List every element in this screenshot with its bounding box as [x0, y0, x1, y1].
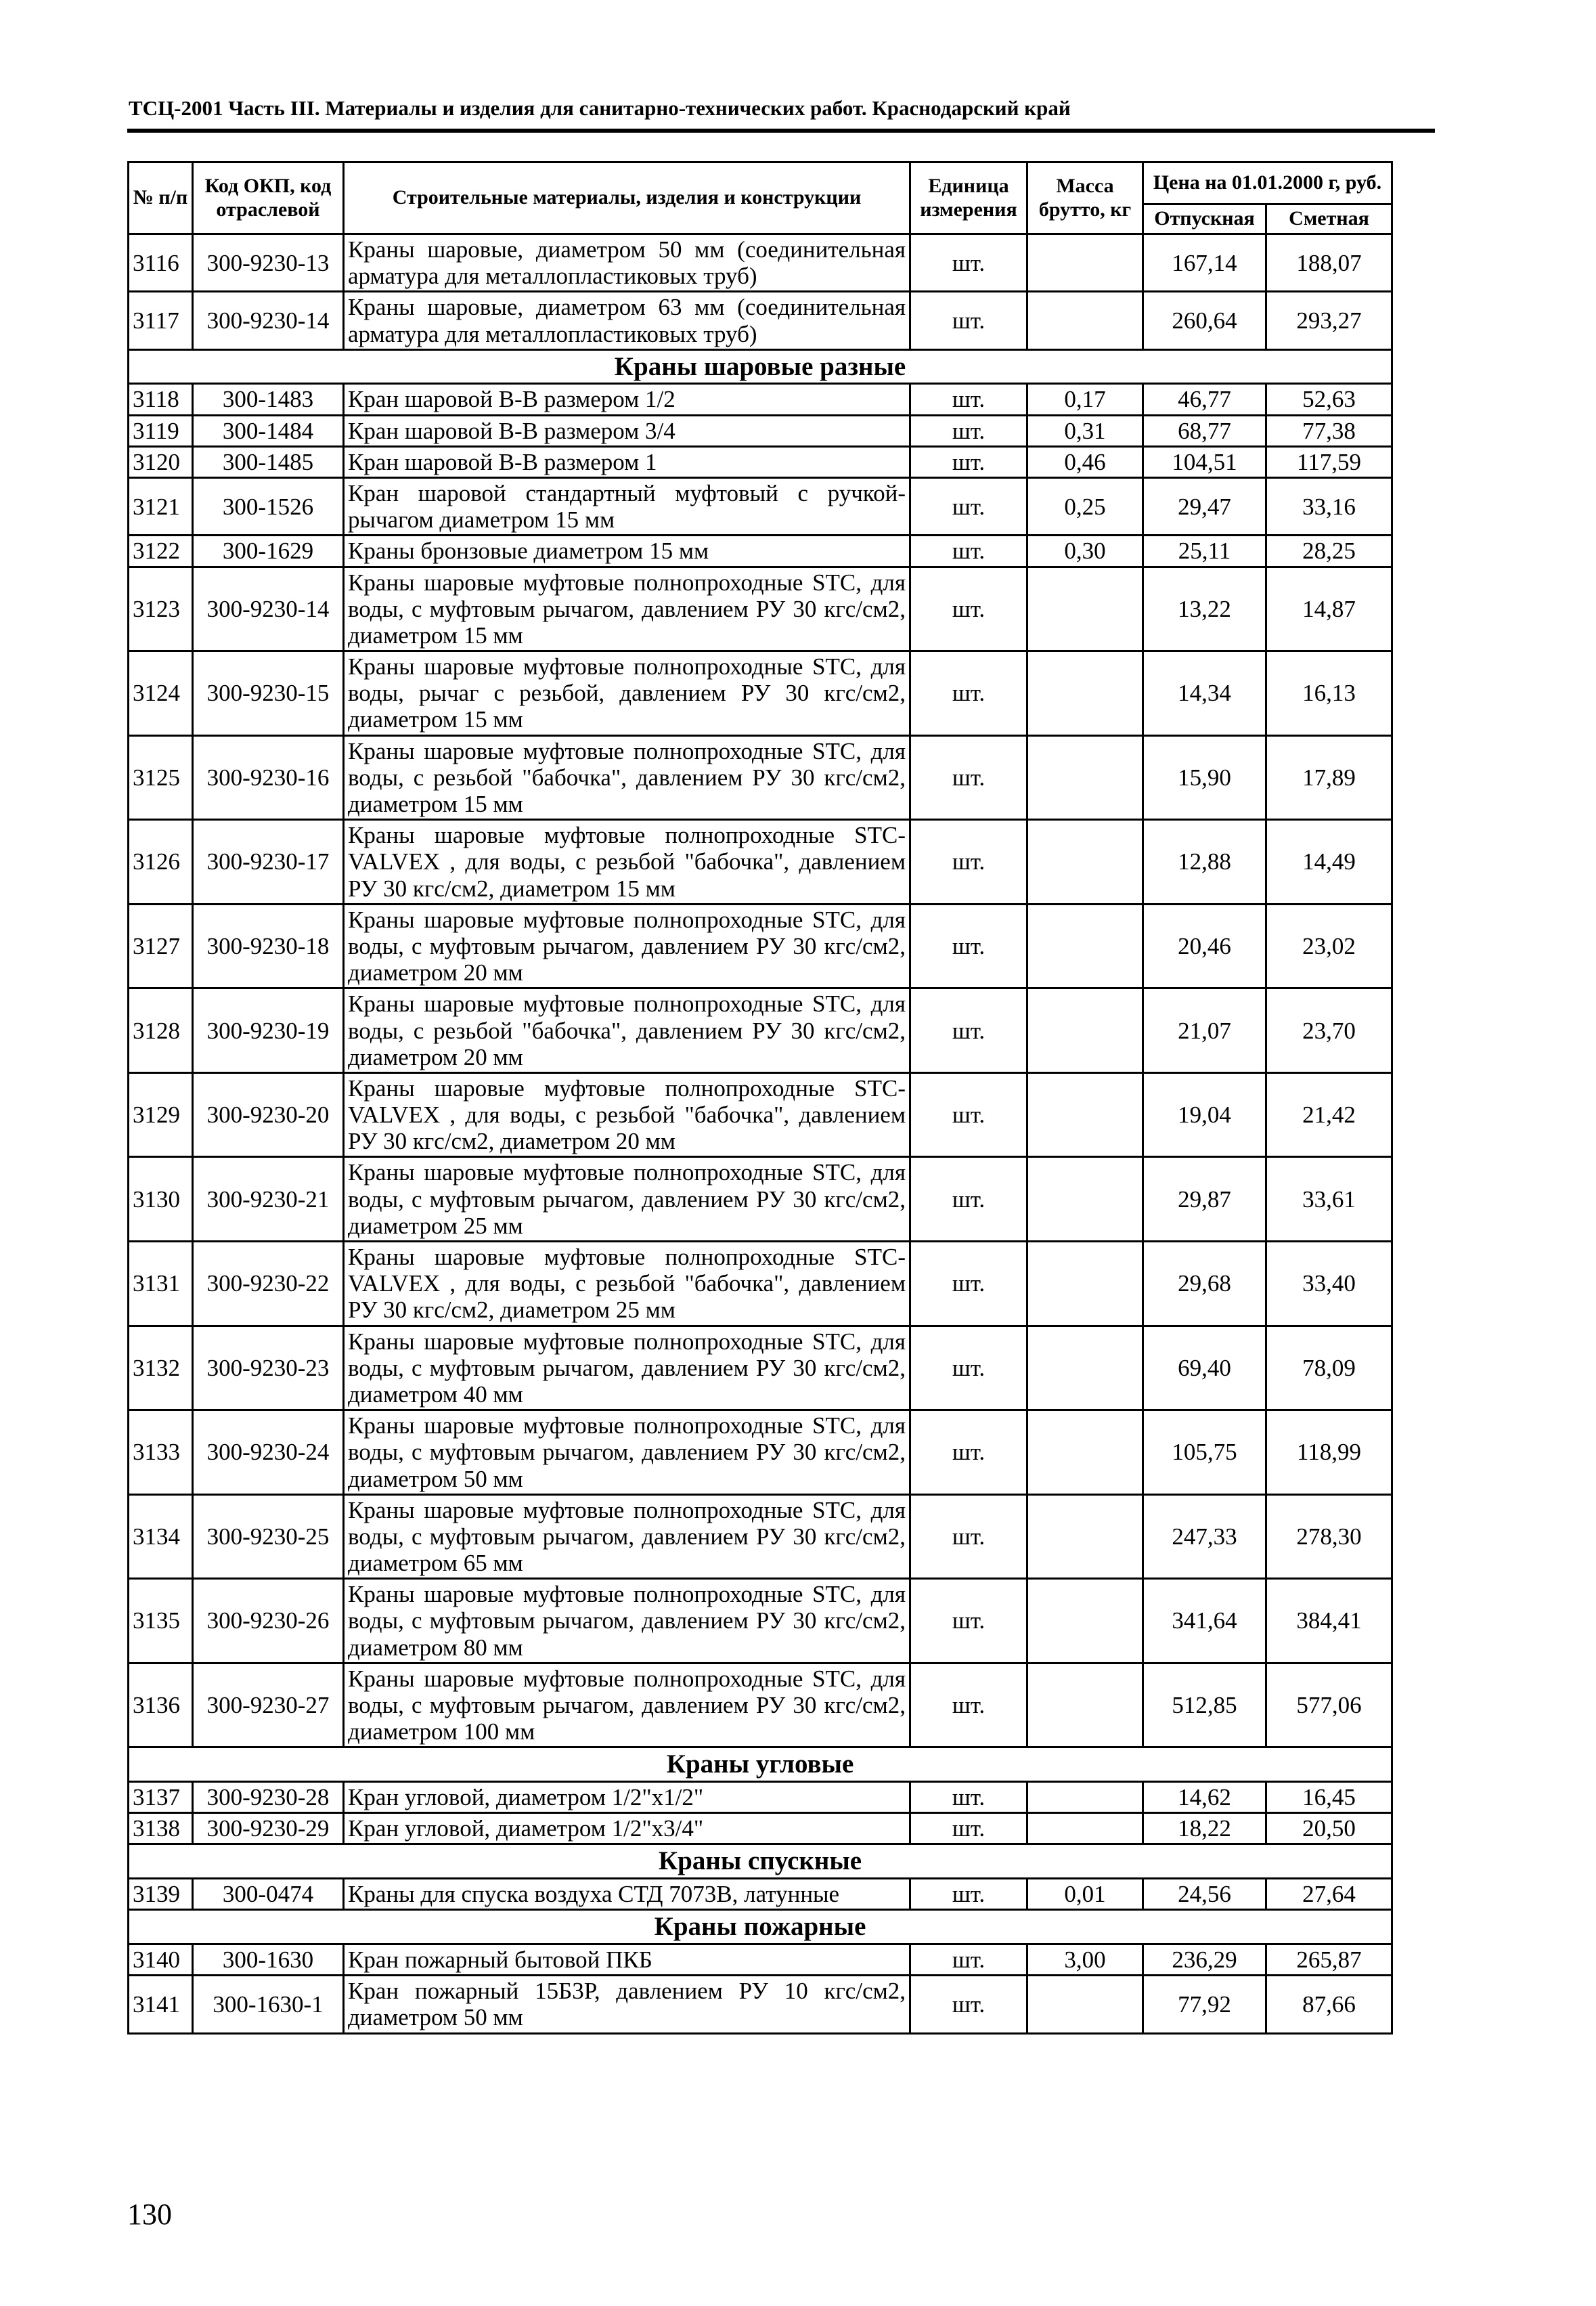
- cell-num: 3134: [129, 1494, 193, 1579]
- section-title: Краны угловые: [129, 1747, 1392, 1782]
- cell-description: Кран шаровой В-В размером 1: [344, 446, 910, 477]
- cell-num: 3120: [129, 446, 193, 477]
- cell-code: 300-1630: [193, 1944, 344, 1976]
- section-row: [129, 1747, 1392, 1782]
- cell-release-price: 29,47: [1143, 477, 1266, 535]
- cell-description: Кран угловой, диаметром 1/2"x1/2": [344, 1782, 910, 1813]
- cell-unit: шт.: [910, 415, 1027, 446]
- col-header-release: Отпускная: [1143, 204, 1266, 234]
- cell-code: 300-9230-13: [193, 234, 344, 292]
- cell-description: Кран шаровой В-В размером 3/4: [344, 415, 910, 446]
- cell-release-price: 167,14: [1143, 234, 1266, 292]
- cell-description: Краны шаровые муфтовые полнопроходные STC, для воды, с муфтовым рычагом, давлением РУ 30 кгс/см2, диаметром 80 мм: [344, 1579, 910, 1663]
- table-row: [129, 1879, 1392, 1910]
- cell-unit: шт.: [910, 292, 1027, 349]
- cell-code: 300-1526: [193, 477, 344, 535]
- cell-description: Краны шаровые муфтовые полнопроходные STC, для воды, с муфтовым рычагом, давлением РУ 30 кгс/см2, диаметром 20 мм: [344, 904, 910, 988]
- cell-description: Краны шаровые муфтовые полнопроходные STC-VALVEX , для воды, с резьбой "бабочка", давлением РУ 30 кгс/см2, диаметром 15 мм: [344, 820, 910, 905]
- table-row: [129, 1157, 1392, 1242]
- cell-release-price: 69,40: [1143, 1326, 1266, 1410]
- cell-mass: 0,31: [1027, 415, 1143, 446]
- running-header: ТСЦ-2001 Часть III. Материалы и изделия для санитарно-технических работ. Краснодарский край: [129, 96, 1071, 120]
- cell-num: 3130: [129, 1157, 193, 1242]
- table-row: [129, 988, 1392, 1073]
- cell-code: 300-9230-20: [193, 1072, 344, 1157]
- table-row: [129, 567, 1392, 651]
- cell-code: 300-9230-19: [193, 988, 344, 1073]
- cell-mass: 0,17: [1027, 384, 1143, 415]
- cell-description: Краны шаровые муфтовые полнопроходные STC-VALVEX , для воды, с резьбой "бабочка", давлением РУ 30 кгс/см2, диаметром 25 мм: [344, 1242, 910, 1326]
- cell-release-price: 105,75: [1143, 1410, 1266, 1495]
- cell-description: Краны бронзовые диаметром 15 мм: [344, 536, 910, 567]
- cell-num: 3118: [129, 384, 193, 415]
- cell-mass: 0,25: [1027, 477, 1143, 535]
- cell-release-price: 104,51: [1143, 446, 1266, 477]
- cell-num: 3138: [129, 1813, 193, 1844]
- cell-unit: шт.: [910, 446, 1027, 477]
- cell-num: 3128: [129, 988, 193, 1073]
- table-row: [129, 415, 1392, 446]
- cell-code: 300-9230-23: [193, 1326, 344, 1410]
- cell-num: 3140: [129, 1944, 193, 1976]
- cell-num: 3139: [129, 1879, 193, 1910]
- cell-num: 3116: [129, 234, 193, 292]
- cell-code: 300-9230-14: [193, 567, 344, 651]
- cell-description: Кран пожарный 15Б3Р, давлением РУ 10 кгс/см2, диаметром 50 мм: [344, 1976, 910, 2033]
- cell-release-price: 46,77: [1143, 384, 1266, 415]
- table-row: [129, 1976, 1392, 2033]
- cell-code: 300-1485: [193, 446, 344, 477]
- cell-num: 3133: [129, 1410, 193, 1495]
- cell-num: 3135: [129, 1579, 193, 1663]
- cell-unit: шт.: [910, 1782, 1027, 1813]
- cell-num: 3129: [129, 1072, 193, 1157]
- cell-unit: шт.: [910, 384, 1027, 415]
- cell-estimate-price: 278,30: [1266, 1494, 1392, 1579]
- cell-code: 300-9230-26: [193, 1579, 344, 1663]
- cell-code: 300-9230-29: [193, 1813, 344, 1844]
- cell-estimate-price: 33,40: [1266, 1242, 1392, 1326]
- cell-mass: [1027, 1663, 1143, 1747]
- table-row: [129, 1494, 1392, 1579]
- cell-unit: шт.: [910, 1976, 1027, 2033]
- table-row: [129, 1072, 1392, 1157]
- cell-description: Краны шаровые муфтовые полнопроходные STC, для воды, с резьбой "бабочка", давлением РУ 30 кгс/см2, диаметром 15 мм: [344, 735, 910, 820]
- cell-release-price: 341,64: [1143, 1579, 1266, 1663]
- col-header-estimate: Сметная: [1266, 204, 1392, 234]
- cell-unit: шт.: [910, 988, 1027, 1073]
- table-row: [129, 446, 1392, 477]
- cell-unit: шт.: [910, 904, 1027, 988]
- section-title: Краны пожарные: [129, 1910, 1392, 1944]
- cell-num: 3126: [129, 820, 193, 905]
- cell-release-price: 260,64: [1143, 292, 1266, 349]
- cell-estimate-price: 265,87: [1266, 1944, 1392, 1976]
- cell-num: 3131: [129, 1242, 193, 1326]
- header-rule: [127, 129, 1435, 133]
- cell-unit: шт.: [910, 1663, 1027, 1747]
- col-header-unit: Единица измерения: [910, 162, 1027, 234]
- table-row: [129, 1663, 1392, 1747]
- cell-unit: шт.: [910, 1579, 1027, 1663]
- cell-description: Краны шаровые муфтовые полнопроходные STC, для воды, с муфтовым рычагом, давлением РУ 30 кгс/см2, диаметром 100 мм: [344, 1663, 910, 1747]
- cell-estimate-price: 188,07: [1266, 234, 1392, 292]
- cell-description: Краны шаровые муфтовые полнопроходные STC-VALVEX , для воды, с резьбой "бабочка", давлением РУ 30 кгс/см2, диаметром 20 мм: [344, 1072, 910, 1157]
- table-row: [129, 820, 1392, 905]
- cell-num: 3119: [129, 415, 193, 446]
- table-row: [129, 1813, 1392, 1844]
- cell-estimate-price: 77,38: [1266, 415, 1392, 446]
- cell-num: 3117: [129, 292, 193, 349]
- cell-release-price: 77,92: [1143, 1976, 1266, 2033]
- cell-mass: 3,00: [1027, 1944, 1143, 1976]
- cell-release-price: 14,34: [1143, 651, 1266, 736]
- cell-description: Краны шаровые муфтовые полнопроходные STC, для воды, рычаг с резьбой, давлением РУ 30 кгс/см2, диаметром 15 мм: [344, 651, 910, 736]
- cell-estimate-price: 117,59: [1266, 446, 1392, 477]
- cell-estimate-price: 16,45: [1266, 1782, 1392, 1813]
- cell-release-price: 14,62: [1143, 1782, 1266, 1813]
- table-row: [129, 477, 1392, 535]
- cell-mass: [1027, 1494, 1143, 1579]
- cell-unit: шт.: [910, 1879, 1027, 1910]
- cell-unit: шт.: [910, 820, 1027, 905]
- cell-description: Краны шаровые муфтовые полнопроходные STC, для воды, с резьбой "бабочка", давлением РУ 30 кгс/см2, диаметром 20 мм: [344, 988, 910, 1073]
- cell-description: Краны шаровые муфтовые полнопроходные STC, для воды, с муфтовым рычагом, давлением РУ 30 кгс/см2, диаметром 50 мм: [344, 1410, 910, 1495]
- cell-code: 300-9230-15: [193, 651, 344, 736]
- cell-num: 3141: [129, 1976, 193, 2033]
- cell-release-price: 247,33: [1143, 1494, 1266, 1579]
- cell-unit: шт.: [910, 1157, 1027, 1242]
- cell-mass: 0,46: [1027, 446, 1143, 477]
- cell-num: 3132: [129, 1326, 193, 1410]
- cell-estimate-price: 20,50: [1266, 1813, 1392, 1844]
- cell-description: Краны шаровые муфтовые полнопроходные STC, для воды, с муфтовым рычагом, давлением РУ 30 кгс/см2, диаметром 15 мм: [344, 567, 910, 651]
- cell-description: Кран шаровой В-В размером 1/2: [344, 384, 910, 415]
- cell-estimate-price: 33,16: [1266, 477, 1392, 535]
- cell-description: Краны шаровые, диаметром 50 мм (соединительная арматура для металлопластиковых труб): [344, 234, 910, 292]
- cell-mass: [1027, 1813, 1143, 1844]
- cell-code: 300-9230-16: [193, 735, 344, 820]
- cell-unit: шт.: [910, 477, 1027, 535]
- table-row: [129, 292, 1392, 349]
- col-header-num: № п/п: [129, 162, 193, 234]
- table-row: [129, 1782, 1392, 1813]
- cell-estimate-price: 23,02: [1266, 904, 1392, 988]
- cell-code: 300-1484: [193, 415, 344, 446]
- cell-estimate-price: 16,13: [1266, 651, 1392, 736]
- cell-mass: [1027, 1157, 1143, 1242]
- cell-code: 300-9230-22: [193, 1242, 344, 1326]
- cell-estimate-price: 118,99: [1266, 1410, 1392, 1495]
- cell-estimate-price: 87,66: [1266, 1976, 1392, 2033]
- cell-estimate-price: 293,27: [1266, 292, 1392, 349]
- cell-release-price: 21,07: [1143, 988, 1266, 1073]
- cell-mass: [1027, 988, 1143, 1073]
- cell-description: Краны шаровые муфтовые полнопроходные STC, для воды, с муфтовым рычагом, давлением РУ 30 кгс/см2, диаметром 40 мм: [344, 1326, 910, 1410]
- table-row: [129, 904, 1392, 988]
- cell-mass: [1027, 735, 1143, 820]
- cell-num: 3136: [129, 1663, 193, 1747]
- col-header-mass: Масса брутто, кг: [1027, 162, 1143, 234]
- cell-code: 300-9230-18: [193, 904, 344, 988]
- cell-code: 300-9230-24: [193, 1410, 344, 1495]
- cell-release-price: 512,85: [1143, 1663, 1266, 1747]
- table-body: [129, 234, 1392, 2034]
- section-row: [129, 349, 1392, 384]
- cell-release-price: 236,29: [1143, 1944, 1266, 1976]
- cell-mass: [1027, 904, 1143, 988]
- cell-estimate-price: 33,61: [1266, 1157, 1392, 1242]
- cell-estimate-price: 577,06: [1266, 1663, 1392, 1747]
- table-row: [129, 735, 1392, 820]
- cell-unit: шт.: [910, 1326, 1027, 1410]
- cell-unit: шт.: [910, 735, 1027, 820]
- cell-unit: шт.: [910, 567, 1027, 651]
- cell-mass: [1027, 1976, 1143, 2033]
- col-header-code: Код ОКП, код отраслевой: [193, 162, 344, 234]
- cell-description: Кран шаровой стандартный муфтовый с ручкой-рычагом диаметром 15 мм: [344, 477, 910, 535]
- cell-unit: шт.: [910, 536, 1027, 567]
- cell-release-price: 29,68: [1143, 1242, 1266, 1326]
- cell-unit: шт.: [910, 1410, 1027, 1495]
- cell-mass: 0,01: [1027, 1879, 1143, 1910]
- cell-code: 300-9230-28: [193, 1782, 344, 1813]
- cell-estimate-price: 17,89: [1266, 735, 1392, 820]
- cell-estimate-price: 384,41: [1266, 1579, 1392, 1663]
- cell-description: Кран пожарный бытовой ПКБ: [344, 1944, 910, 1976]
- cell-num: 3127: [129, 904, 193, 988]
- table-row: [129, 1579, 1392, 1663]
- cell-mass: [1027, 1782, 1143, 1813]
- cell-num: 3124: [129, 651, 193, 736]
- cell-code: 300-1483: [193, 384, 344, 415]
- section-title: Краны спускные: [129, 1844, 1392, 1879]
- table-row: [129, 536, 1392, 567]
- page-number: 130: [127, 2198, 172, 2231]
- cell-release-price: 25,11: [1143, 536, 1266, 567]
- cell-mass: [1027, 234, 1143, 292]
- cell-code: 300-1629: [193, 536, 344, 567]
- cell-mass: [1027, 1410, 1143, 1495]
- cell-description: Краны для спуска воздуха СТД 7073В, латунные: [344, 1879, 910, 1910]
- cell-release-price: 29,87: [1143, 1157, 1266, 1242]
- cell-release-price: 19,04: [1143, 1072, 1266, 1157]
- cell-estimate-price: 21,42: [1266, 1072, 1392, 1157]
- cell-mass: [1027, 567, 1143, 651]
- cell-release-price: 18,22: [1143, 1813, 1266, 1844]
- cell-num: 3123: [129, 567, 193, 651]
- cell-release-price: 15,90: [1143, 735, 1266, 820]
- cell-release-price: 20,46: [1143, 904, 1266, 988]
- cell-estimate-price: 78,09: [1266, 1326, 1392, 1410]
- cell-num: 3137: [129, 1782, 193, 1813]
- cell-estimate-price: 14,49: [1266, 820, 1392, 905]
- cell-estimate-price: 23,70: [1266, 988, 1392, 1073]
- cell-num: 3122: [129, 536, 193, 567]
- table-row: [129, 1410, 1392, 1495]
- cell-mass: [1027, 292, 1143, 349]
- cell-unit: шт.: [910, 234, 1027, 292]
- price-table: [127, 161, 1393, 2035]
- col-header-desc: Строительные материалы, изделия и конструкции: [344, 162, 910, 234]
- cell-code: 300-9230-27: [193, 1663, 344, 1747]
- table-row: [129, 384, 1392, 415]
- table-row: [129, 651, 1392, 736]
- cell-code: 300-9230-14: [193, 292, 344, 349]
- cell-unit: шт.: [910, 1494, 1027, 1579]
- cell-mass: [1027, 651, 1143, 736]
- cell-release-price: 24,56: [1143, 1879, 1266, 1910]
- cell-num: 3121: [129, 477, 193, 535]
- cell-code: 300-1630-1: [193, 1976, 344, 2033]
- cell-unit: шт.: [910, 1813, 1027, 1844]
- cell-release-price: 68,77: [1143, 415, 1266, 446]
- cell-mass: [1027, 1242, 1143, 1326]
- cell-description: Краны шаровые муфтовые полнопроходные STC, для воды, с муфтовым рычагом, давлением РУ 30 кгс/см2, диаметром 65 мм: [344, 1494, 910, 1579]
- cell-code: 300-9230-21: [193, 1157, 344, 1242]
- col-header-price: Цена на 01.01.2000 г, руб.: [1143, 162, 1392, 204]
- cell-description: Кран угловой, диаметром 1/2"x3/4": [344, 1813, 910, 1844]
- cell-mass: 0,30: [1027, 536, 1143, 567]
- cell-estimate-price: 52,63: [1266, 384, 1392, 415]
- table-row: [129, 1944, 1392, 1976]
- cell-code: 300-0474: [193, 1879, 344, 1910]
- cell-code: 300-9230-17: [193, 820, 344, 905]
- cell-release-price: 12,88: [1143, 820, 1266, 905]
- cell-description: Краны шаровые, диаметром 63 мм (соединительная арматура для металлопластиковых труб): [344, 292, 910, 349]
- section-title: Краны шаровые разные: [129, 349, 1392, 384]
- cell-mass: [1027, 820, 1143, 905]
- cell-release-price: 13,22: [1143, 567, 1266, 651]
- cell-unit: шт.: [910, 1944, 1027, 1976]
- cell-unit: шт.: [910, 1072, 1027, 1157]
- cell-estimate-price: 14,87: [1266, 567, 1392, 651]
- table-row: [129, 1242, 1392, 1326]
- cell-num: 3125: [129, 735, 193, 820]
- cell-unit: шт.: [910, 1242, 1027, 1326]
- cell-code: 300-9230-25: [193, 1494, 344, 1579]
- cell-mass: [1027, 1579, 1143, 1663]
- cell-mass: [1027, 1072, 1143, 1157]
- cell-description: Краны шаровые муфтовые полнопроходные STC, для воды, с муфтовым рычагом, давлением РУ 30 кгс/см2, диаметром 25 мм: [344, 1157, 910, 1242]
- cell-estimate-price: 28,25: [1266, 536, 1392, 567]
- table-row: [129, 1326, 1392, 1410]
- cell-unit: шт.: [910, 651, 1027, 736]
- cell-mass: [1027, 1326, 1143, 1410]
- table-row: [129, 234, 1392, 292]
- section-row: [129, 1844, 1392, 1879]
- section-row: [129, 1910, 1392, 1944]
- cell-estimate-price: 27,64: [1266, 1879, 1392, 1910]
